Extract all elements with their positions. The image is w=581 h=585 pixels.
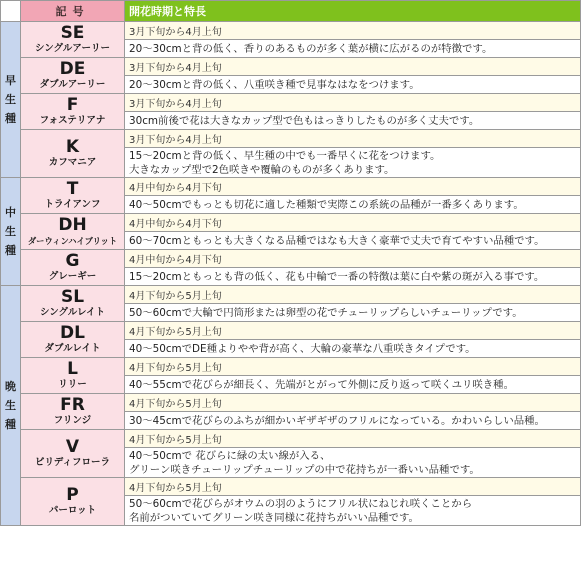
variety-abbreviation: DH: [58, 215, 87, 236]
group-label-char: 種: [5, 244, 16, 257]
variety-abbreviation: DL: [60, 322, 85, 343]
variety-code-cell: [21, 22, 125, 58]
bloom-period: 3月下旬から4月上旬: [125, 22, 581, 40]
description-line: 20〜30cmと背の低く、八重咲き種で見事なはなをつけます。: [129, 78, 420, 91]
variety-name: ダブルアーリー: [39, 79, 106, 91]
variety-code-cell: [21, 394, 125, 430]
variety-description: [125, 76, 581, 94]
description-line: グリーン咲きチューリップチューリップの中で花持ちが一番いい品種です。: [129, 463, 480, 476]
variety-name: カフマニア: [48, 157, 97, 169]
description-line: 50〜60cmで大輪で円筒形または卵型の花でチューリップらしいチューリップです。: [129, 306, 523, 319]
variety-code-cell: [21, 214, 125, 250]
bloom-period: 4月下旬から5月上旬: [125, 478, 581, 496]
bloom-period: 4月中旬から4月下旬: [125, 250, 581, 268]
variety-name: グレーギー: [48, 271, 97, 283]
bloom-period: 4月下旬から5月上旬: [125, 286, 581, 304]
description-line: 40〜55cmで花びらが細長く、先端がとがって外側に反り返って咲くユリ咲き種。: [129, 378, 514, 391]
variety-abbreviation: F: [66, 94, 79, 115]
bloom-period: 4月下旬から5月上旬: [125, 358, 581, 376]
group-label-char: 生: [5, 399, 16, 412]
variety-code-cell: [21, 250, 125, 286]
bloom-period: 4月中旬から4月下旬: [125, 214, 581, 232]
variety-name: シングルアーリー: [34, 43, 110, 55]
description-line: 15〜20cmともっとも背の低く、花も中輪で一番の特徴は葉に白や紫の斑が入る事です。: [129, 270, 545, 283]
description-line: 15〜20cmと背の低く、早生種の中でも一番早くに花をつけます。: [129, 149, 441, 162]
variety-code-cell: [21, 478, 125, 526]
variety-abbreviation: SE: [60, 22, 85, 43]
group-label-char: 種: [5, 418, 16, 431]
description-line: 40〜50cmでもっとも切花に適した種類で実際この系統の品種が一番多くあります。: [129, 198, 524, 211]
table-row: [1, 94, 581, 112]
variety-abbreviation: P: [66, 484, 79, 505]
header-corner: [1, 1, 21, 22]
variety-name: パーロット: [48, 505, 97, 517]
variety-name: ダーウィンハイブリット: [27, 236, 118, 247]
variety-name: フリンジ: [53, 415, 92, 427]
bloom-period: 3月下旬から4月上旬: [125, 58, 581, 76]
table-row: [1, 478, 581, 496]
table-row: [1, 22, 581, 40]
variety-description: [125, 448, 581, 478]
variety-abbreviation: K: [65, 136, 80, 157]
group-label: [1, 178, 21, 286]
group-label-char: 早: [5, 74, 16, 87]
table-row: [1, 130, 581, 148]
table-row: [1, 358, 581, 376]
variety-name: トライアンフ: [44, 199, 101, 211]
group-label-char: 中: [5, 206, 16, 219]
variety-abbreviation: DE: [59, 58, 86, 79]
variety-description: [125, 268, 581, 286]
table-row: [1, 214, 581, 232]
variety-code-cell: [21, 358, 125, 394]
variety-abbreviation: G: [65, 250, 80, 271]
variety-abbreviation: FR: [60, 394, 85, 415]
variety-name: ビリディフローラ: [34, 457, 111, 469]
description-line: 60〜70cmともっとも大きくなる品種ではなも大きく豪華で丈夫で育てやすい品種です。: [129, 234, 545, 247]
variety-code-cell: [21, 322, 125, 358]
variety-code-cell: [21, 430, 125, 478]
group-label-char: 生: [5, 93, 16, 106]
bloom-period: 3月下旬から4月上旬: [125, 130, 581, 148]
bloom-period: 4月下旬から5月上旬: [125, 430, 581, 448]
variety-abbreviation: V: [65, 436, 80, 457]
group-label-char: 生: [5, 225, 16, 238]
variety-abbreviation: SL: [60, 286, 85, 307]
group-label: [1, 22, 21, 178]
group-label-char: 種: [5, 112, 16, 125]
description-line: 30〜45cmで花びらのふちが細かいギザギザのフリルになっている。かわいらしい品種。: [129, 414, 545, 427]
table-row: [1, 322, 581, 340]
variety-code-cell: [21, 178, 125, 214]
bloom-period: 4月中旬から4月下旬: [125, 178, 581, 196]
table-row: [1, 178, 581, 196]
variety-description: [125, 232, 581, 250]
header-description: 開花時期と特長: [125, 1, 581, 22]
description-line: 名前がついていてグリーン咲き同様に花持ちがいい品種です。: [129, 511, 419, 524]
variety-name: フォステリアナ: [39, 115, 106, 127]
bloom-period: 4月下旬から5月上旬: [125, 394, 581, 412]
header-code: 記号: [21, 1, 125, 22]
variety-description: [125, 340, 581, 358]
variety-description: [125, 196, 581, 214]
table-row: [1, 250, 581, 268]
group-label: [1, 286, 21, 526]
description-line: 20〜30cmと背の低く、香りのあるものが多く葉が横に広がるのが特徴です。: [129, 42, 493, 55]
header-row: [1, 1, 581, 22]
variety-name: ダブルレイト: [44, 343, 101, 355]
variety-code-cell: [21, 58, 125, 94]
variety-abbreviation: T: [66, 178, 79, 199]
variety-description: [125, 412, 581, 430]
variety-code-cell: [21, 94, 125, 130]
table-row: [1, 286, 581, 304]
description-line: 大きなカップ型で2色咲きや覆輪のものが多くあります。: [129, 163, 395, 176]
variety-description: [125, 376, 581, 394]
variety-name: リリー: [58, 379, 87, 391]
variety-abbreviation: L: [67, 358, 78, 379]
variety-description: [125, 112, 581, 130]
variety-description: [125, 40, 581, 58]
variety-code-cell: [21, 130, 125, 178]
description-line: 30cm前後で花は大きなカップ型で色もはっきりしたものが多く丈夫です。: [129, 114, 480, 127]
variety-description: [125, 496, 581, 526]
description-line: 40〜50cmで 花びらに緑の太い線が入る、: [129, 449, 331, 462]
description-line: 40〜50cmでDE種よりやや背が高く、大輪の豪華な八重咲きタイプです。: [129, 342, 476, 355]
variety-description: [125, 148, 581, 178]
group-label-char: 晩: [5, 380, 16, 393]
variety-description: [125, 304, 581, 322]
table-row: [1, 430, 581, 448]
bloom-period: 4月下旬から5月上旬: [125, 322, 581, 340]
variety-code-cell: [21, 286, 125, 322]
description-line: 50〜60cmで花びらがオウムの羽のようにフリル状にねじれ咲くことから: [129, 497, 473, 510]
variety-name: シングルレイト: [39, 307, 106, 319]
bloom-period: 3月下旬から4月上旬: [125, 94, 581, 112]
table-row: [1, 394, 581, 412]
table-row: [1, 58, 581, 76]
